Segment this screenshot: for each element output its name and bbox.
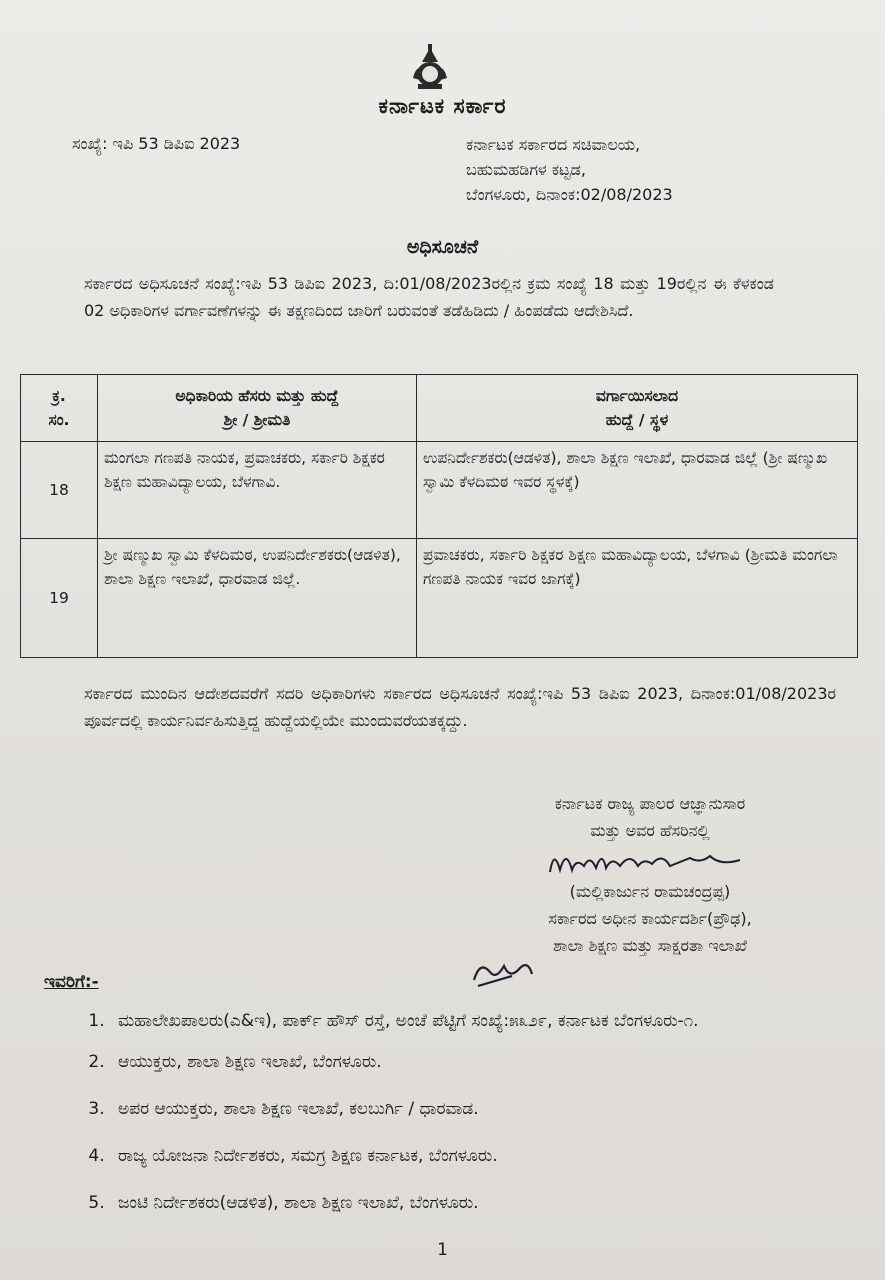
recipients-heading: ಇವರಿಗೆ:- [44, 972, 99, 992]
office-address [466, 132, 673, 207]
authority-line: ಕರ್ನಾಟಕ ರಾಜ್ಯ ಪಾಲರ ಆಜ್ಞಾನುಸಾರ [554, 794, 746, 813]
notification-body: ಸರ್ಕಾರದ ಅಧಿಸೂಚನೆ ಸಂಖ್ಯೆ:ಇಪಿ 53 ಡಿಪಿಐ 2023, ದಿ:01/08/2023ರಲ್ಲಿನ ಕ್ರಮ ಸಂಖ್ಯೆ 18 ಮತ್ತು 19ರಲ್ಲಿನ ಈ ಕೆಳಕಂಡ 02 ಅಧಿಕಾರಿಗಳ ವರ್ಗಾವಣೆಗಳನ್ನು ಈ ತಕ್ಷಣದಿಂದ ಜಾರಿಗೆ ಬರುವಂತೆ ತಡೆಹಿಡಿದು / ಹಿಂಪಡೆದು ಆದೇಶಿಸಿದೆ. [84, 274, 774, 320]
header-posting [417, 375, 858, 442]
karnataka-emblem-icon [408, 44, 452, 90]
recipients-list [70, 1008, 885, 1237]
list-item: 1. ಮಹಾಲೇಖಪಾಲರು(ಎ&ಇ), ಪಾರ್ಕ್ ಹೌಸ್ ರಸ್ತೆ, ಅಂಚೆ ಪೆಟ್ಟಿಗೆ ಸಂಖ್ಯೆ:೫೩೨೯, ಕರ್ನಾಟಕ ಬೆಂಗಳೂರು-೧. [110, 1008, 885, 1035]
officer-cell: ಮಂಗಲಾ ಗಣಪತಿ ನಾಯಕ, ಪ್ರವಾಚಕರು, ಸರ್ಕಾರಿ ಶಿಕ್ಷಕರ ಶಿಕ್ಷಣ ಮಹಾವಿದ್ಯಾಲಯ, ಬೆಳಗಾವಿ. [98, 442, 417, 539]
header-officer-line2: ಶ್ರೀ / ಶ್ರೀಮತಿ [223, 411, 291, 429]
list-item: 5. ಜಂಟಿ ನಿರ್ದೇಶಕರು(ಆಡಳಿತ), ಶಾಲಾ ಶಿಕ್ಷಣ ಇಲಾಖೆ, ಬೆಂಗಳೂರು. [110, 1190, 885, 1217]
order-text: ಸರ್ಕಾರದ ಮುಂದಿನ ಆದೇಶದವರೆಗೆ ಸದರಿ ಅಧಿಕಾರಿಗಳು ಸರ್ಕಾರದ ಅಧಿಸೂಚನೆ ಸಂಖ್ಯೆ:ಇಪಿ 53 ಡಿಪಿಐ 2023, ದಿನಾಂಕ:01/08/2023ರ ಪೂರ್ವದಲ್ಲಿ ಕಾರ್ಯನಿರ್ವಹಿಸುತ್ತಿದ್ದ ಹುದ್ದೆಯಲ್ಲಿಯೇ ಮುಂದುವರೆಯತಕ್ಕದ್ದು. [84, 684, 836, 730]
signatory-designation: ಸರ್ಕಾರದ ಅಧೀನ ಕಾರ್ಯದರ್ಶಿ(ಪ್ರೌಢ), [548, 909, 752, 928]
page-number: 1 [437, 1240, 448, 1260]
office-date-line: ಬೆಂಗಳೂರು, ದಿನಾಂಕ:02/08/2023 [466, 185, 673, 204]
serial-cell: 19 [21, 539, 98, 658]
header-serial-line1: ಕ್ರ. [52, 387, 66, 405]
signatory-name: (ಮಲ್ಲಿಕಾರ್ಜುನ ರಾಮಚಂದ್ರಪ್ಪ) [569, 882, 731, 901]
reference-number: ಸಂಖ್ಯೆ: ಇಪಿ 53 ಡಿಪಿಐ 2023 [72, 134, 241, 153]
government-title: ಕರ್ನಾಟಕ ಸರ್ಕಾರ [378, 94, 507, 118]
list-item: 4. ರಾಜ್ಯ ಯೋಜನಾ ನಿರ್ದೇಶಕರು, ಸಮಗ್ರ ಶಿಕ್ಷಣ ಕರ್ನಾಟಕ, ಬೆಂಗಳೂರು. [110, 1143, 885, 1170]
header-officer-line1: ಅಧಿಕಾರಿಯ ಹೆಸರು ಮತ್ತು ಹುದ್ದೆ [175, 387, 339, 405]
table-row [21, 442, 858, 539]
posting-cell: ಉಪನಿರ್ದೇಶಕರು(ಆಡಳಿತ), ಶಾಲಾ ಶಿಕ್ಷಣ ಇಲಾಖೆ, ಧಾರವಾಡ ಜಿಲ್ಲೆ (ಶ್ರೀ ಷಣ್ಮುಖ ಸ್ವಾಮಿ ಕೆಳದಿಮಠ ಇವರ ಸ್ಥಳಕ್ಕೆ) [417, 442, 858, 539]
handwritten-signature [540, 844, 760, 878]
list-item: 2. ಆಯುಕ್ತರು, ಶಾಲಾ ಶಿಕ್ಷಣ ಇಲಾಖೆ, ಬೆಂಗಳೂರು. [110, 1049, 885, 1076]
table-header-row [21, 375, 858, 442]
list-item: 3. ಅಪರ ಆಯುಕ್ತರು, ಶಾಲಾ ಶಿಕ್ಷಣ ಇಲಾಖೆ, ಕಲಬುರ್ಗಿ / ಧಾರವಾಡ. [110, 1096, 885, 1123]
notification-heading: ಅಧಿಸೂಚನೆ [406, 236, 479, 258]
signature-block [440, 790, 860, 959]
signatory-department: ಶಾಲಾ ಶಿಕ್ಷಣ ಮತ್ತು ಸಾಕ್ಷರತಾ ಇಲಾಖೆ [553, 936, 747, 955]
header-posting-line1: ವರ್ಗಾಯಿಸಲಾದ [595, 387, 679, 405]
header-serial-line2: ಸಂ. [48, 411, 70, 429]
office-line: ಕರ್ನಾಟಕ ಸರ್ಕಾರದ ಸಚಿವಾಲಯ, [466, 135, 641, 154]
transfer-table [20, 374, 858, 658]
header-officer [98, 375, 417, 442]
initials-mark [468, 956, 538, 992]
office-line: ಬಹುಮಹಡಿಗಳ ಕಟ್ಟಡ, [466, 160, 586, 179]
header-serial [21, 375, 98, 442]
header-posting-line2: ಹುದ್ದೆ / ಸ್ಥಳ [605, 411, 669, 429]
posting-cell: ಪ್ರವಾಚಕರು, ಸರ್ಕಾರಿ ಶಿಕ್ಷಕರ ಶಿಕ್ಷಣ ಮಹಾವಿದ್ಯಾಲಯ, ಬೆಳಗಾವಿ (ಶ್ರೀಮತಿ ಮಂಗಲಾ ಗಣಪತಿ ನಾಯಕ ಇವರ ಜಾಗಕ್ಕೆ) [417, 539, 858, 658]
officer-cell: ಶ್ರೀ ಷಣ್ಮುಖ ಸ್ವಾಮಿ ಕೆಳದಿಮಠ, ಉಪನಿರ್ದೇಶಕರು(ಆಡಳಿತ), ಶಾಲಾ ಶಿಕ್ಷಣ ಇಲಾಖೆ, ಧಾರವಾಡ ಜಿಲ್ಲೆ. [98, 539, 417, 658]
authority-line: ಮತ್ತು ಅವರ ಹೆಸರಿನಲ್ಲಿ [590, 821, 710, 840]
serial-cell: 18 [21, 442, 98, 539]
table-row [21, 539, 858, 658]
